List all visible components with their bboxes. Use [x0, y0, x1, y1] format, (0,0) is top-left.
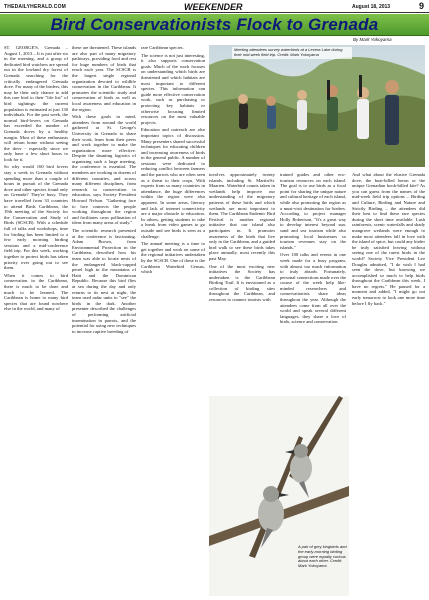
- article-paragraph: The annual meeting is a time to get together and work on some of the regional initiatives undertaken by the SCSCB. One of these is the Caribbean Waterbird Census, which: [141, 241, 205, 275]
- article-paragraph: With these goals in mind, attendees from around the world gathered at St. George's University in Grenada to share their work, learn from their peers and work together to make the organization more effective. Despite the daunting logistics of organizing such a large meeting, the conference is essential. The members are working in dozens of different countries, and across many different disciplines, from research to conservation to education, says Society President Howard Nelson. "Gathering face to face connects the people working throughout the region and facilitates cross pollination of ideas from many areas of study.": [72, 114, 136, 226]
- article-paragraph: So why would 160 bird lovers stay a week in Grenada without spending more than a couple of hours in pursuit of the Grenada dove and other species found only on Grenada? They're busy. They have travelled from 33 countries to attend Birds Caribbean, the 19th meeting of the Society for the Conservation and Study of Birds (SCSCB). With a schedule full of talks and workshops, time for birding has been limited to a few early morning birding sessions and a mid-conference field trip. For this week, working together to protect birds has taken priority over going out to see them.: [4, 164, 68, 271]
- page-number: 9: [418, 1, 424, 11]
- article-column-5: [280, 172, 346, 392]
- masthead: [0, 0, 429, 13]
- article-paragraph: Over 100 talks and events in one week made for a busy program, with almost too much information to truly absorb. Fortunately, personal connections made over the course of the week help like-minded researchers and conservationists share ideas throughout the year. Although the attendees come from all over the world and speak several different languages, they share a love of birds, science and conservation.: [280, 252, 346, 325]
- article-paragraph: trained guides and other eco-tourism resources on each island. The goal is to use birds as a focal point for sharing the unique nature and cultural heritage of each island, while also promoting the region as a must-visit destination for birders. According to project manager Holly Robertson, "It's a great way to develop interest beyond sun, sand and sea tourism while also promoting local businesses so tourism revenues stay on the islands.": [280, 172, 346, 250]
- article-paragraph: involves approximately twenty islands, including St. Martin/St. Maarten. Waterbird counts taken in wetlands help improve our understanding of the migratory patterns of these birds and which wetlands are most important to them. The Caribbean Endemic Bird Festival is another regional initiative that our island also participates in. It promotes awareness of the birds that live only in the Caribbean, and a guided bird walk to see these birds takes place annually, most recently this past May.: [209, 172, 275, 261]
- article-paragraph: One of the most exciting new initiatives the Society has undertaken is the Caribbean Birding Trail. It is envisioned as a collection of birding sites throughout the Caribbean, and resources to connect tourists with: [209, 263, 275, 303]
- byline: By Mark Yokoyama: [353, 37, 392, 42]
- article-paragraph: rare Caribbean species.: [141, 45, 184, 50]
- masthead-section: WEEKENDER: [184, 2, 243, 12]
- masthead-date: August 18, 2013: [352, 4, 391, 10]
- article-paragraph: The scientific research presented at the conference is fascinating. Adam Brown, from Environmental Protection in the Caribbean, described how his team was able to locate nests of the endangered black-capped petrel high in the mountains of Haiti and the Dominican Republic. Because this bird flies at sea during the day and only returns to its nest at night, the team used radar units to "see" the birds in the dark. Another presenter described the challenges of performing artificial insemination in parrots, and the potential for using new techniques to increase captive breeding of: [72, 228, 136, 334]
- article-column-2: [72, 45, 136, 597]
- headline: Bird Conservationists Flock to Grenada: [50, 15, 379, 34]
- article-paragraph: When it comes to bird conservation in the Caribbean, there is much to be done and much to be learned. The Caribbean is home to many bird species that are found nowhere else in the world, and many of: [4, 272, 68, 312]
- photo-bottom-caption: A pair of grey kingbirds and the early-morning birding group were equally curious about each other. Credit: Mark Yokoyama: [298, 544, 347, 569]
- article-column-4: [209, 172, 275, 392]
- article-paragraph: these are threatened. These islands are also part of many migratory pathways, providing food and rest for huge numbers of birds that reach each year. The SCSCB is the largest single regional organization devoted to wildlife conservation in the Caribbean. It promotes the scientific study and conservation of birds as well as local awareness and education in the region.: [72, 45, 136, 112]
- article-paragraph: The science is not just interesting, it also supports conservation goals. Much of the work focuses on understanding which birds are threatened and which habitats are most important to different species. This information can guide more effective conservation work, such as purchasing or protecting key habitats or otherwise focusing limited resources on the most valuable projects.: [141, 52, 205, 125]
- article-paragraph: Education and outreach are also important topics of discussion. Many presenters shared successful techniques for educating children and increasing awareness of birds in the general public. A number of sessions were dedicated to reducing conflict between farmers and the parrots who are often seen as a threat to their crops. With experts from so many countries in attendance, the huge differences within the region were also apparent. In some areas, literacy and lack of internet connectivity are a major obstacle to education. In others, getting students to take a break from video games to go outside and see birds is seen as a challenge.: [141, 127, 205, 239]
- article-column-1: [4, 45, 68, 597]
- article-column-6: [352, 172, 425, 432]
- photo-bird-watchers-image: [209, 45, 425, 167]
- masthead-site: THEDAILYHERALD.COM: [4, 4, 67, 10]
- article-paragraph: ST. GEORGE'S, Grenada – August 1, 2013 – It is just after six in the morning, and a group of dedicated bird watchers are spread out in the lowland dry forest of Grenada searching for the critically endangered Grenada dove. For many of the birders, this may be their only chance to add this rare bird to their "life list" of bird sightings: the current population is estimated at just 130 individuals. For the past week, the normal bird-lovers on Grenada has exceeded the number of Grenada doves by a healthy margin. Most of these enthusiasts will return home without seeing the dove - especially since we only have a few short hours to look for it.: [4, 45, 68, 162]
- article-paragraph: And what about the elusive Grenada dove, the boat-billed heron or the unique Grenadian hook-billed kite? As you can guess from the names of the mid-week field trip options – Birding and Culture, Birding and Nature and Strictly Birding – the attendees did their best to find these rare species during the short time available. Lush rainforests, scenic waterfalls and shady mangrove wetlands were enough to make most attendees fall in love with the island of spice, but could any birder be truly satisfied leaving without seeing one of the rarest birds in the world? Society Vice President Leo Douglas admitted, "I do wish I had seen the dove, but knowing we accomplished so much to help birds throughout the Caribbean this week, I have no regrets." He paused for a moment and added, "I might go out early tomorrow to look one more time before I fly back.": [352, 172, 425, 306]
- photo-top-caption: Meeting attendees survey waterbirds at a Levera Lake during their mid-week field trip. Credit: Mark Yokoyama: [232, 47, 352, 59]
- photo-bird-watchers: [209, 45, 425, 167]
- article-column-3: [141, 45, 205, 597]
